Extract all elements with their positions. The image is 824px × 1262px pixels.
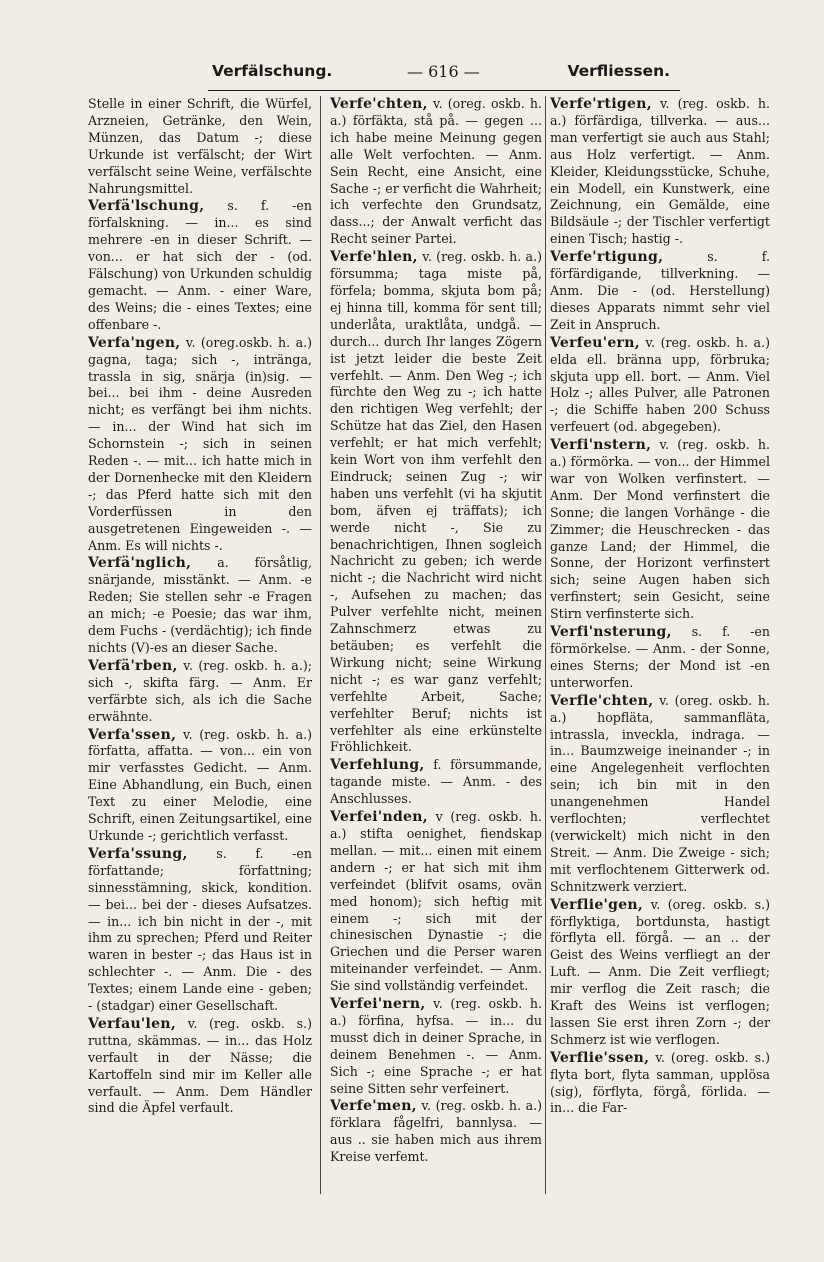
dictionary-entry [88,335,312,555]
header-first-entry: Verfälschung. [212,62,333,80]
column-divider [320,96,321,1194]
headword: Verfa'ssen, [88,726,177,743]
headword: Verfä'rben, [88,657,178,674]
headword: Verfe'men, [330,1098,417,1115]
dictionary-entry [330,809,542,995]
page-number: — 616 — [407,62,480,81]
headword: Verfle'chten, [550,692,654,709]
headword: Verflie'gen, [550,896,644,913]
entry-text: v. (reg. oskb. h. a.) förfina, hyfsa. — in... du musst dich in deiner Sprache, in deinem Benehmen -. — Anm. Sich -; eine Sprache -; er hat seine Sitten sehr verfeinert. [330,996,542,1096]
entry-text: a. försåtlig, snärjande, misstänkt. — Anm. -e Reden; Sie stellen sehr -e Fragen an mich; -e Poesie; das war ihm, dem Fuchs - (verdächtig); ich finde nichts (V)-es an dieser Sache. [88,555,312,655]
dictionary-entry [550,96,770,248]
dictionary-entry [88,1016,312,1117]
entry-text: Stelle in einer Schrift, die Würfel, Arzneien, Getränke, den Wein, Münzen, das Datum -; diese Urkunde ist verfälscht; der Wirt verfälscht seine Weine, verfälschte Nahrungsmittel. [88,96,312,196]
headword: Verfei'nern, [330,996,426,1013]
entry-text: v. (oreg. oskb. s.) förflyktiga, bortdunsta, hastigt förflyta ell. förgå. — an .. der Geist des Weins verfliegt an der Luft. — Anm. Die Zeit verfliegt; mir verflog die Zeit rasch; die Kraft des Weins ist verflogen; lassen Sie erst ihren Zorn -; der Schmerz ist wie verflogen. [550,896,770,1047]
dictionary-entry [330,996,542,1097]
column-divider [545,96,546,1194]
entry-text: v. (reg. oskb. s.) ruttna, skämmas. — in... das Holz verfault in der Nässe; die Kartoffeln sind mir im Keller alle verfault. — Anm. Dem Händler sind die Äpfel verfault. [88,1015,312,1116]
dictionary-entry [330,757,542,808]
column-left [88,96,312,1246]
entry-text: v. (oreg. oskb. s.) flyta bort, flyta samman, upplösa (sig), förflyta, förgå, förlida. — in... die Far- [550,1049,770,1116]
headword: Verfe'chten, [330,96,428,112]
headword: Verfehlung, [330,757,425,774]
headword: Verfi'nsterung, [550,624,672,641]
dictionary-entry [550,897,770,1049]
dictionary-entry [330,249,542,756]
headword: Verfe'hlen, [330,249,418,266]
header-last-entry: Verfliessen. [567,62,670,80]
entry-text: f. försummande, tagande miste. — Anm. - des Anschlusses. [330,757,542,807]
headword: Verfa'ngen, [88,334,181,351]
dictionary-entry [550,1050,770,1118]
dictionary-entry [550,624,770,692]
headword: Verfa'ssung, [88,845,188,862]
headword: Verfe'rtigen, [550,96,652,112]
column-middle [330,96,542,1246]
headword: Verfä'nglich, [88,555,192,572]
dictionary-entry [88,727,312,845]
dictionary-entry [88,658,312,726]
entry-text: s. f. -en författande; författning; sinnesstämning, skick, kondition. — bei... bei der - dieses Aufsatzes. — in... ich bin nicht in der -, mit ihm zu sprechen; Pferd und Reiter waren in bester -; das Haus ist in schlechter -. — Anm. Die - des Textes; einem Lande eine - geben; - (stadgar) einer Gesellschaft. [88,845,312,1014]
entry-text: v (reg. oskb. h. a.) stifta oenighet, fiendskap mellan. — mit... einen mit einem andern -; er hat sich mit ihm verfeindet (blifvit osams, ovän med honom); sich heftig mit einem -; sich mit der chinesischen Dynastie -; die Griechen und die Perser waren miteinander verfeindet. — Anm. Sie sind vollständig verfeindet. [330,809,542,994]
entry-text: v. (reg. oskb. h. a.) förfärdiga, tillverka. — aus... man verfertigt sie auch aus Stahl; aus Holz verfertigt. — Anm. Kleider, Kleidungsstücke, Schuhe, ein Modell, ein Kunstwerk, eine Zeichnung, ein Gemälde, eine Bildsäule -; der Tischler verfertigt einen Tisch; hastig -. [550,96,770,247]
entry-text: v. (oreg.oskb. h. a.) gagna, taga; sich -, intränga, trassla in sig, snärja (in)sig. — bei... bei ihm - deine Ausreden nicht; es verfängt bei ihm nichts. — in... der Wind hat sich im Schornstein -; sich in seinen Reden -. — mit... ich hatte mich in der Dornenhecke mit den Kleidern -; das Pferd hatte sich mit den Vorderfüssen in den ausgetretenen Eingeweiden -. — Anm. Es will nichts -. [88,334,312,553]
dictionary-entry [88,846,312,1015]
entry-text: s. f. förfärdigande, tillverkning. — Anm. Die - (od. Herstellung) dieses Apparats nimmt sehr viel Zeit in Anspruch. [550,249,770,332]
dictionary-entry [88,198,312,333]
entry-text: v. (oreg. oskb. h. a.) hopfläta, sammanfläta, intrassla, inveckla, indraga. — in... Baumzweige ineinander -; in eine Angelegenheit verflochten sein; ich bin mit in den unangenehmen Handel verflochten; verflechtet (verwickelt) mich nicht in den Streit. — Anm. Die Zweige - sich; mit verflochtenem Gitterwerk od. Schnitzwerk verziert. [550,692,770,894]
dictionary-entry [550,335,770,436]
column-right [550,96,770,1246]
entry-text: v. (reg. oskb. h. a.) elda ell. bränna upp, förbruka; skjuta upp ell. bort. — Anm. Viel Holz -; alles Pulver, alle Patronen -; die Schiffe haben 200 Schuss verfeuert (od. abgegeben). [550,334,770,435]
entry-text: v. (reg. oskb. h. a.) förmörka. — von... der Himmel war von Wolken verfinstert. — Anm. Der Mond verfinstert die Sonne; die langen Vorhänge - die Zimmer; die Heuschrecken - das ganze Land; der Himmel, die Sonne, der Horizont verfinstert sich; seine Augen haben sich verfinstert; sein Gesicht, seine Stirn verfinsterte sich. [550,437,770,622]
dictionary-entry [88,555,312,656]
dictionary-entry [88,96,312,197]
entry-text: v. (reg. oskb. h. a.) försumma; taga miste på, förfela; bomma, skjuta bom på; ej hinna till, komma för sent till; underlåta, uraktlåta, undgå. — durch... durch Ihr langes Zögern ist jetzt leider die beste Zeit verfehlt. — Anm. Den Weg -; ich fürchte den Weg zu -; ich hatte den richtigen Weg verfehlt; der Schütze hat das Ziel, den Hasen verfehlt; er hat mich verfehlt; kein Wort von ihm verfehlt den Eindruck; seinen Zug -; wir haben uns verfehlt (vi ha skjutit bom, äfven ej träffats); ich werde nicht -, Sie zu benachrichtigen, Ihnen sogleich Nachricht zu geben; ich werde nicht -; die Nachricht wird nicht -, Aufsehen zu machen; das Pulver verfehlte nicht, meinen Zahnschmerz etwas zu betäuben; es verfehlt die Wirkung nicht; seine Wirkung nicht -; es war ganz verfehlt; verfehlte Arbeit, Sache; verfehlter Beruf; nichts ist verfehlter als eine erkünstelte Fröhlichkeit. [330,249,542,755]
headword: Verfe'rtigung, [550,249,664,266]
header-rule [208,90,680,91]
headword: Verfau'len, [88,1015,176,1032]
entry-text: v. (reg. oskb. h. a.); sich -, skifta färg. — Anm. Er verfärbte sich, als ich die Sache erwähnte. [88,657,312,724]
headword: Verflie'ssen, [550,1049,650,1066]
headword: Verfä'lschung, [88,198,205,215]
entry-text: v. (reg. oskb. h. a.) förklara fågelfri, bannlysa. — aus .. sie haben mich aus ihrem Kreise verfemt. [330,1098,542,1165]
headword: Verfi'nstern, [550,437,652,454]
dictionary-entry [330,1098,542,1166]
headword: Verfei'nden, [330,809,428,826]
entry-text: v. (oreg. oskb. h. a.) förfäkta, stå på. — gegen ... ich habe meine Meinung gegen alle Welt verfochten. — Anm. Sein Recht, eine Ansicht, eine Sache -; er verficht die Wahrheit; ich verfechte den Grundsatz, dass...; der Anwalt verficht das Recht seiner Partei. [330,96,542,247]
entry-text: v. (reg. oskb. h. a.) författa, affatta. — von... ein von mir verfasstes Gedicht. — Anm. Eine Abhandlung, ein Buch, einen Text zu einer Melodie, eine Schrift, einen Zeitungsartikel, eine Urkunde -; gerichtlich verfasst. [88,726,312,843]
entry-text: s. f. -en förfalskning. — in... es sind mehrere -en in dieser Schrift. — von... er hat sich der - (od. Fälschung) von Urkunden schuldig gemacht. — Anm. - einer Ware, des Weins; die - eines Textes; eine offenbare -. [88,198,312,332]
dictionary-entry [330,96,542,248]
running-header [200,60,670,84]
headword: Verfeu'ern, [550,334,640,351]
dictionary-entry [550,249,770,334]
dictionary-entry [550,437,770,623]
entry-text: s. f. -en förmörkelse. — Anm. - der Sonne, eines Sterns; der Mond ist -en unterworfen. [550,624,770,690]
dictionary-entry [550,693,770,896]
